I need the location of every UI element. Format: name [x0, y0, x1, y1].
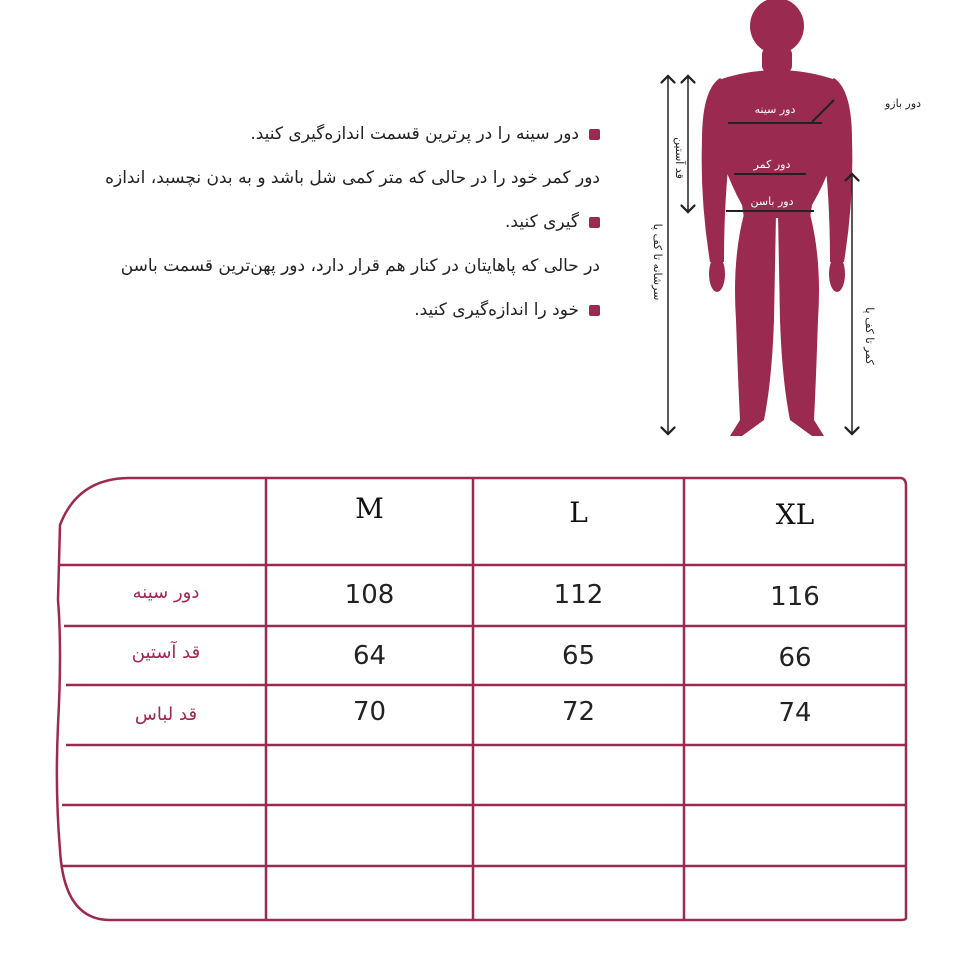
table-cell: 74: [778, 698, 812, 728]
row-label-length: قد لباس: [134, 704, 198, 725]
table-cell: 116: [770, 582, 820, 612]
hip-label: دور باسن: [750, 195, 794, 208]
table-cell: 112: [553, 580, 604, 610]
table-cell: 64: [352, 641, 387, 671]
waist-to-foot-label: کمر تا کف پا: [863, 307, 876, 365]
instruction-line-3: گیری کنید.: [60, 200, 600, 244]
table-cell: 65: [561, 641, 596, 671]
header-size-l: L: [569, 496, 588, 529]
table-cell: 72: [561, 697, 596, 727]
row-label-chest: دور سینه: [132, 582, 200, 603]
waist-label: دور کمر: [753, 158, 791, 171]
instruction-line-5: خود را اندازه‌گیری کنید.: [60, 288, 600, 332]
chest-label: دور سینه: [754, 103, 796, 116]
arm-label: دور بازو: [885, 97, 922, 110]
header-size-xl: XL: [775, 498, 815, 531]
instruction-line-4: در حالی که پاهایتان در کنار هم قرار دارد، دور پهن‌ترین قسمت باسن: [120, 256, 600, 276]
sleeve-label: قد آستین: [673, 137, 686, 179]
instruction-line-2: دور کمر خود را در حالی که متر کمی شل باشد و به بدن نچسبد، اندازه: [105, 168, 600, 188]
table-cell: 108: [344, 580, 395, 610]
table-cell: 66: [778, 643, 812, 673]
row-label-sleeve: قد آستین: [131, 642, 201, 663]
table-cell: 70: [352, 697, 387, 727]
header-size-m: M: [355, 492, 384, 525]
instruction-line-1: دور سینه را در پرترین قسمت اندازه‌گیری کنید.: [60, 112, 600, 156]
shoulder-to-foot-label: سرشانه تا کف پا: [651, 223, 664, 301]
